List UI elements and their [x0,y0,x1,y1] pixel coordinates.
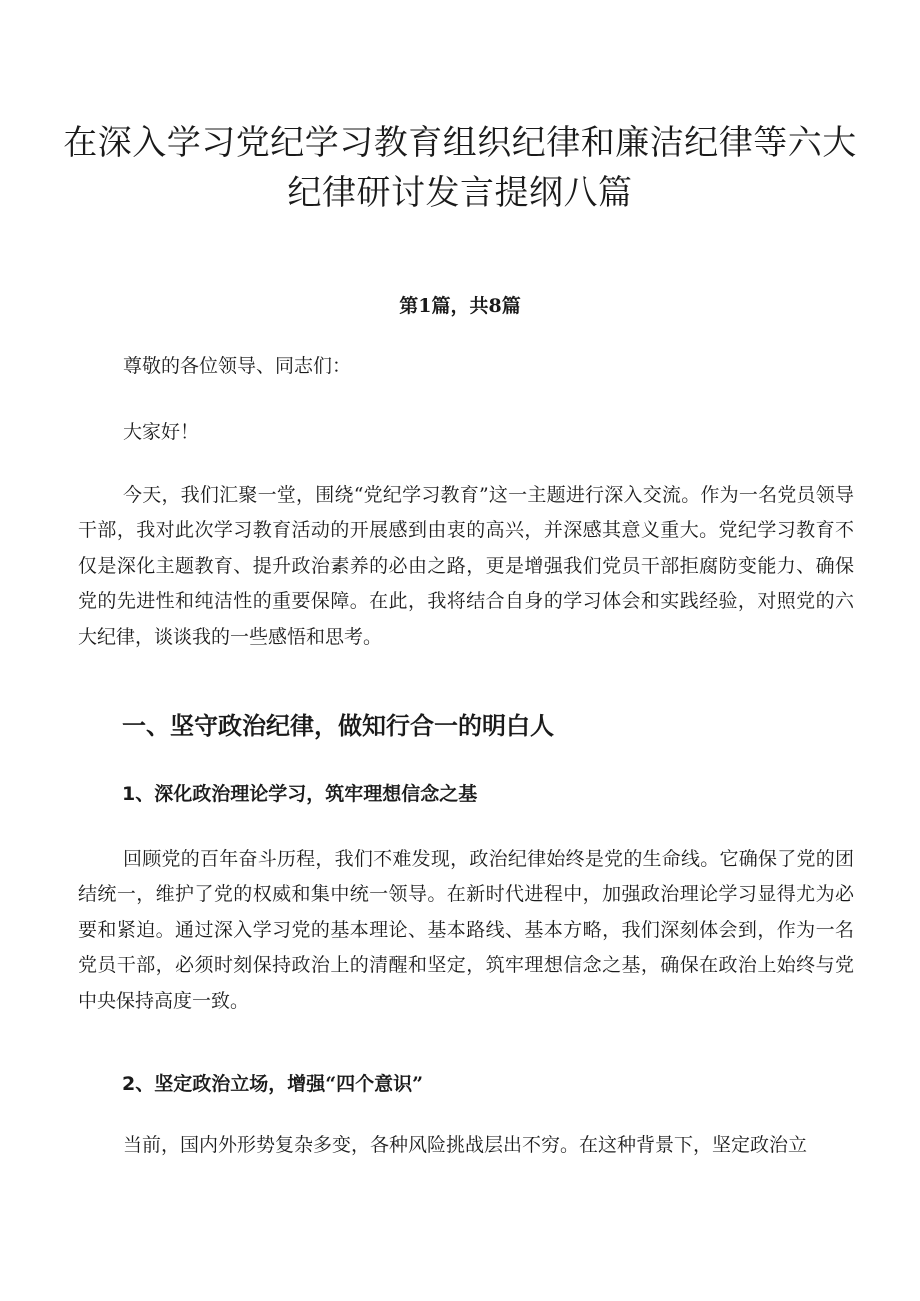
section-heading-political-discipline: 一、坚守政治纪律，做知行合一的明白人 [122,711,554,740]
article-counter: 第1篇，共8篇 [399,295,521,317]
subsection-2-paragraph: 当前，国内外形势复杂多变，各种风险挑战层出不穷。在这种背景下，坚定政治立 [123,1134,808,1156]
subsection-text: 、坚定政治立场，增强“四个意识” [135,1073,424,1095]
document-title: 在深入学习党纪学习教育组织纪律和廉洁纪律等六大纪律研讨发言提纲八篇 [63,123,857,213]
subsection-heading-2 [122,1070,423,1098]
subsection-text: 、深化政治理论学习，筑牢理想信念之基 [135,783,478,805]
hello-line: 大家好！ [123,421,200,443]
intro-paragraph: 今天，我们汇聚一堂，围绕“党纪学习教育”这一主题进行深入交流。作为一名党员领导干部，我对此次学习教育活动的开展感到由衷的高兴，并深感其意义重大。党纪学习教育不仅是深化主题教育、提升政治素养的必由之路，更是增强我们党员干部拒腐防变能力、确保党的先进性和纯洁性的重要保障。在此，我将结合自身的学习体会和实践经验，对照党的六大纪律，谈谈我的一些感悟和思考。 [78,484,854,648]
greeting-line: 尊敬的各位领导、同志们： [123,355,352,377]
subsection-number: 1 [122,783,136,805]
subsection-1-paragraph: 回顾党的百年奋斗历程，我们不难发现，政治纪律始终是党的生命线。它确保了党的团结统一，维护了党的权威和集中统一领导。在新时代进程中，加强政治理论学习显得尤为必要和紧迫。通过深入学习党的基本理论、基本路线、基本方略，我们深刻体会到，作为一名党员干部，必须时刻保持政治上的清醒和坚定，筑牢理想信念之基，确保在政治上始终与党中央保持高度一致。 [78,848,854,1012]
subsection-heading-1 [122,780,477,808]
subsection-number: 2 [122,1073,136,1095]
